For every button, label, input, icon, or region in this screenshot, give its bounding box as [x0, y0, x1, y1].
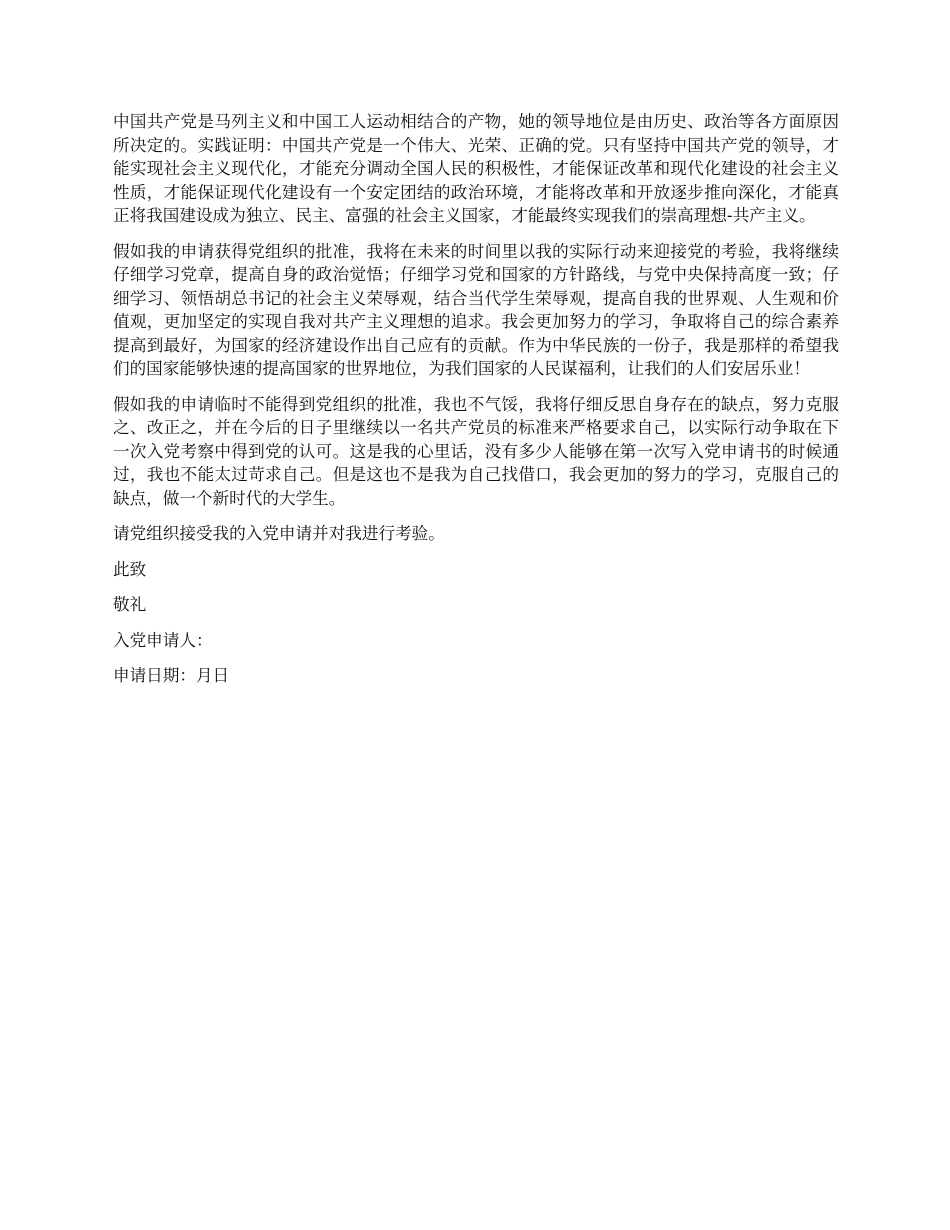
closing-line: 此致	[113, 559, 147, 579]
applicant-label: 入党申请人：	[113, 630, 213, 650]
paragraph-if-not-approved: 假如我的申请临时不能得到党组织的批准，我也不气馁，我将仔细反思自身存在的缺点，努力克服之、改正之，并在今后的日子里继续以一名共产党员的标准来严格要求自己，以实际行动争取在下一次入党考察中得到党的认可。这是我的心里话，没有多少人能够在第一次写入党申请书的时候通过，我也不能太过苛求自己。但是这也不是我为自己找借口，我会更加的努力的学习，克服自己的缺点，做一个新时代的大学生。	[113, 394, 839, 508]
paragraph-party-leadership: 中国共产党是马列主义和中国工人运动相结合的产物，她的领导地位是由历史、政治等各方面原因所决定的。实践证明：中国共产党是一个伟大、光荣、正确的党。只有坚持中国共产党的领导，才能实现社会主义现代化，才能充分调动全国人民的积极性，才能保证改革和现代化建设的社会主义性质，才能保证现代化建设有一个安定团结的政治环境，才能将改革和开放逐步推向深化，才能真正将我国建设成为独立、民主、富强的社会主义国家，才能最终实现我们的崇高理想-共产主义。	[113, 112, 839, 225]
paragraph-request: 请党组织接受我的入党申请并对我进行考验。	[113, 524, 445, 543]
paragraph-if-approved: 假如我的申请获得党组织的批准，我将在未来的时间里以我的实际行动来迎接党的考验，我将继续仔细学习党章，提高自身的政治觉悟；仔细学习党和国家的方针路线，与党中央保持高度一致；仔细学习、领悟胡总书记的社会主义荣辱观，结合当代学生荣辱观，提高自我的世界观、人生观和价值观，更加坚定的实现自我对共产主义理想的追求。我会更加努力的学习，争取将自己的综合素养提高到最好，为国家的经济建设作出自己应有的贡献。作为中华民族的一份子，我是那样的希望我们的国家能够快速的提高国家的世界地位，为我们国家的人民谋福利，让我们的人们安居乐业！	[113, 241, 839, 378]
document-page	[113, 110, 839, 700]
salutation-line: 敬礼	[113, 595, 147, 614]
date-label: 申请日期：月日	[113, 666, 230, 685]
